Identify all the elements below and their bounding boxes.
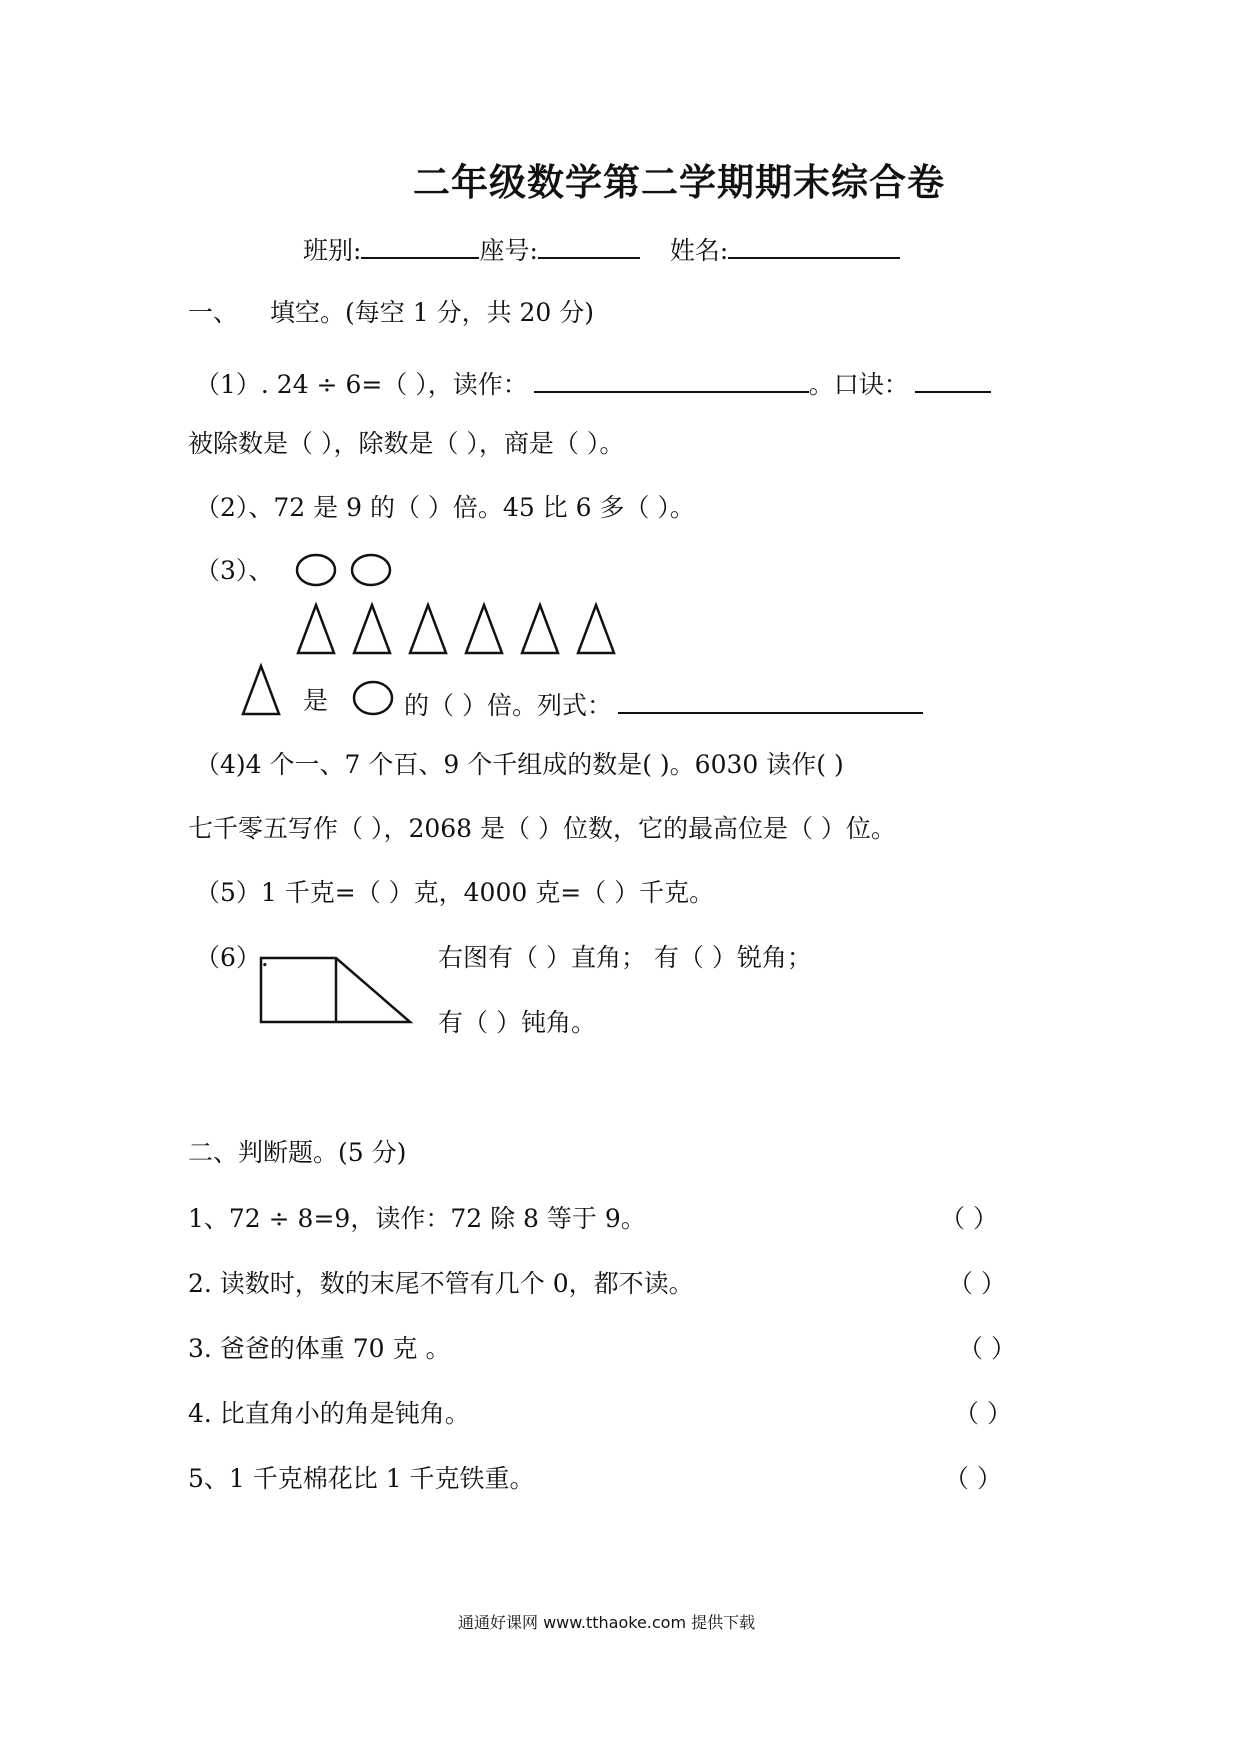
section1-title: 填空。(每空 1 分，共 20 分): [270, 298, 595, 327]
q1-line1: [195, 367, 991, 397]
judge-answer-5[interactable]: （ ）: [944, 1464, 1002, 1493]
seat-field[interactable]: [538, 233, 640, 259]
header-fields: [303, 233, 900, 263]
triangles-row: [296, 603, 616, 655]
page-title: 二年级数学第二学期期末综合卷: [413, 161, 945, 204]
judge-answer-3[interactable]: （ ）: [958, 1334, 1016, 1363]
circle-icon: [297, 555, 335, 585]
q1-text-a: （1）. 24 ÷ 6=（ ），读作：: [195, 370, 528, 399]
judge-item-1: 1、72 ÷ 8=9，读作：72 除 8 等于 9。: [188, 1204, 646, 1233]
name-field[interactable]: [728, 233, 900, 259]
judge-answer-4[interactable]: （ ）: [954, 1399, 1012, 1428]
q4-line2: 七千零五写作（ ），2068 是（ ）位数，它的最高位是（ ）位。: [188, 814, 896, 843]
q3-is: 是: [303, 686, 329, 715]
judge-item-2: 2. 读数时，数的末尾不管有几个 0，都不读。: [188, 1269, 694, 1298]
class-label: 班别:: [303, 236, 362, 265]
judge-item-4: 4. 比直角小的角是钝角。: [188, 1399, 470, 1428]
section2-heading: 二、判断题。(5 分): [188, 1138, 407, 1167]
q6-line1: 右图有（ ）直角； 有（ ）锐角；: [438, 943, 812, 972]
q4-line1: （4)4 个一、7 个百、9 个千组成的数是( )。6030 读作( ): [195, 750, 844, 779]
triangle-icon: [466, 605, 502, 653]
q3-rest-text: 的（ ）倍。列式：: [404, 691, 612, 720]
triangle-icon: [522, 605, 558, 653]
name-label: 姓名:: [669, 236, 729, 265]
q1-line2: 被除数是（ ），除数是（ ），商是（ ）。: [188, 429, 625, 458]
triangle-icon: [354, 605, 390, 653]
circles-row: [296, 553, 396, 589]
section1-number: 一、: [188, 298, 239, 327]
q6-line2: 有（ ）钝角。: [438, 1008, 596, 1037]
footer-text: 通通好课网 www.tthaoke.com 提供下载: [458, 1613, 756, 1632]
triangle-icon: [298, 605, 334, 653]
class-field[interactable]: [361, 233, 479, 259]
judge-item-3: 3. 爸爸的体重 70 克 。: [188, 1334, 451, 1363]
judge-answer-2[interactable]: （ ）: [948, 1269, 1006, 1298]
triangle-icon: [578, 605, 614, 653]
judge-item-5: 5、1 千克棉花比 1 千克铁重。: [188, 1464, 535, 1493]
circle-icon: [352, 680, 394, 716]
q6-label: （6）.: [195, 943, 269, 972]
section1-heading: [188, 300, 594, 325]
q3-formula-blank[interactable]: [618, 688, 923, 714]
triangle-icon: [240, 664, 282, 716]
rectangle-trapezoid-figure: [258, 955, 418, 1025]
q1-rhyme-blank[interactable]: [915, 367, 991, 393]
q1-text-b: 。口诀：: [808, 370, 909, 399]
q2: （2）、72 是 9 的（ ）倍。45 比 6 多（ ）。: [195, 493, 695, 522]
triangle-icon: [410, 605, 446, 653]
circle-icon: [352, 555, 390, 585]
q5: （5）1 千克=（ ）克，4000 克=（ ）千克。: [195, 878, 715, 907]
seat-label: 座号:: [479, 236, 538, 265]
judge-answer-1[interactable]: （ ）: [940, 1204, 998, 1233]
q3-label: （3）、: [195, 556, 274, 585]
q3-rest: [404, 688, 923, 718]
q1-reading-blank[interactable]: [534, 367, 809, 393]
